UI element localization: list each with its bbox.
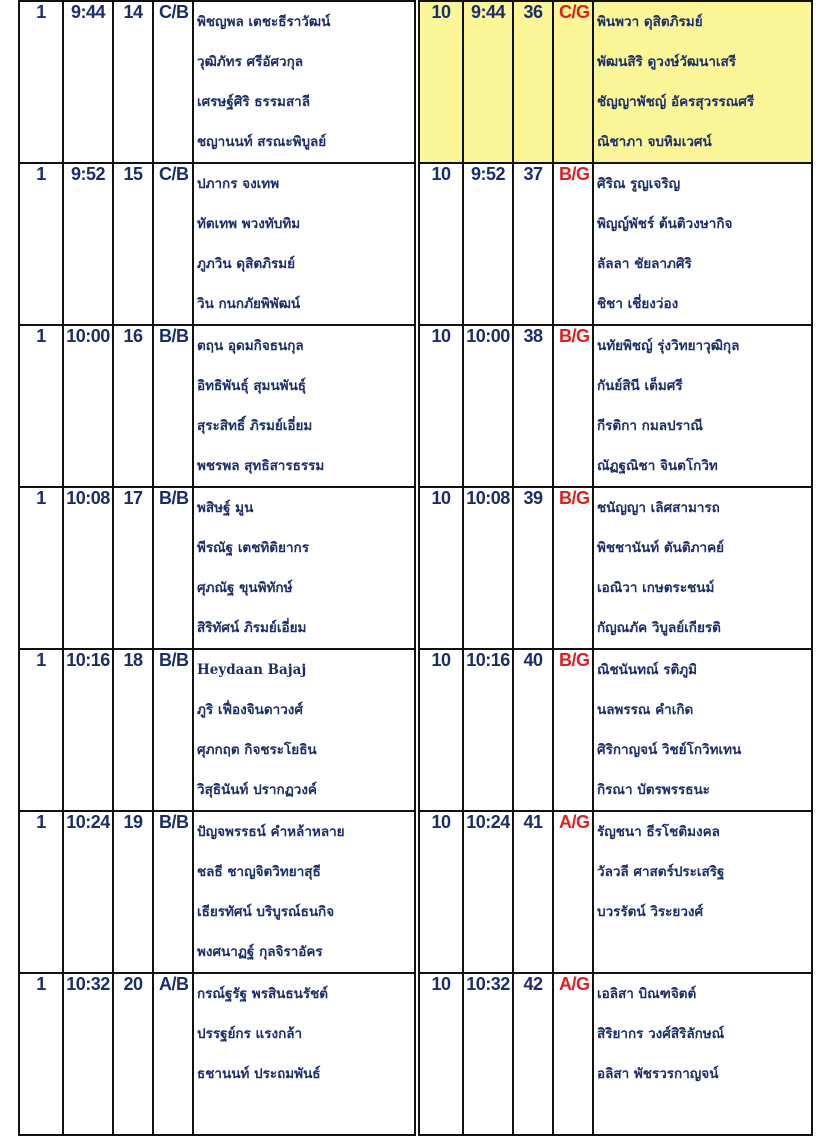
player-name	[594, 1094, 811, 1134]
schedule-row	[19, 1, 415, 163]
time-cell: 10:08	[463, 487, 513, 649]
hole-cell: 1	[19, 325, 63, 487]
group-cell: 19	[113, 811, 153, 973]
player-name: ปภากร จงเทพ	[197, 176, 280, 192]
schedule-row	[419, 973, 812, 1135]
player-name: พินพวา ดุสิตภิรมย์	[597, 14, 703, 30]
hole-cell: 1	[19, 973, 63, 1135]
category-cell: A/G	[553, 811, 593, 973]
hole-cell: 1	[19, 163, 63, 325]
category-cell: B/B	[153, 649, 193, 811]
category-cell: B/B	[153, 487, 193, 649]
schedule-row	[419, 487, 812, 649]
time-cell: 10:00	[63, 325, 113, 487]
schedule-row	[19, 973, 415, 1135]
schedule-row	[419, 811, 812, 973]
hole-cell: 10	[419, 811, 463, 973]
player-name: ปรรฐย์กร แรงกล้า	[197, 1026, 303, 1042]
player-name: ภูภวิน ดุสิตภิรมย์	[197, 256, 296, 272]
player-name: ทัตเทพ พวงทับทิม	[197, 216, 301, 232]
hole-cell: 10	[419, 1, 463, 163]
category-cell: B/B	[153, 325, 193, 487]
schedule-row	[19, 163, 415, 325]
right-schedule-table	[418, 0, 813, 1136]
group-cell: 16	[113, 325, 153, 487]
hole-cell: 1	[19, 811, 63, 973]
group-cell: 42	[513, 973, 553, 1135]
group-cell: 17	[113, 487, 153, 649]
category-cell: A/G	[553, 973, 593, 1135]
group-cell: 41	[513, 811, 553, 973]
category-cell: C/B	[153, 163, 193, 325]
category-cell: C/G	[553, 1, 593, 163]
player-name: ชัญญาพัชญ์ อัครสุวรรณศรี	[597, 94, 755, 110]
schedule-row	[19, 487, 415, 649]
player-name: ปัญจพรรธน์ คำหล้าหลาย	[197, 824, 345, 840]
schedule-row	[19, 811, 415, 973]
player-name: วิน กนกภัยพิพัฒน์	[197, 296, 301, 312]
player-name: ณัฏฐณิชา จินตโกวิท	[597, 458, 718, 474]
player-name: พชรพล สุทธิสารธรรม	[197, 458, 325, 474]
players-cell	[193, 973, 415, 1135]
hole-cell: 1	[19, 649, 63, 811]
schedule-row	[19, 325, 415, 487]
hole-cell: 10	[419, 325, 463, 487]
player-name: สิริยากร วงศ์สิริลักษณ์	[597, 1026, 725, 1042]
category-cell: C/B	[153, 1, 193, 163]
player-name: ณิชาภา จบหิมเวศน์	[597, 134, 712, 150]
player-name: สิริทัศน์ ภิรมย์เอี่ยม	[197, 620, 307, 636]
hole-cell: 1	[19, 1, 63, 163]
player-name: ธชานนท์ ประถมพันธ์	[197, 1066, 321, 1082]
players-cell	[193, 325, 415, 487]
player-name: พิชญพล เตชะธีราวัฒน์	[197, 14, 331, 30]
group-cell: 15	[113, 163, 153, 325]
players-cell	[593, 973, 812, 1135]
time-cell: 9:44	[463, 1, 513, 163]
player-name: อิทธิพันธุ์ สุมนพันธุ์	[197, 378, 307, 394]
players-cell	[193, 649, 415, 811]
group-cell: 14	[113, 1, 153, 163]
category-cell: B/G	[553, 487, 593, 649]
player-name: ณิชนันทณ์ รติภูมิ	[597, 662, 698, 678]
schedule-row	[419, 325, 812, 487]
left-schedule-table	[18, 0, 416, 1136]
time-cell: 10:00	[463, 325, 513, 487]
player-name: เศรษฐ์ศิริ ธรรมสาลี	[197, 94, 311, 110]
hole-cell: 10	[419, 973, 463, 1135]
time-cell: 10:16	[63, 649, 113, 811]
category-cell: B/G	[553, 325, 593, 487]
player-name: พัฒนสิริ ดูวงษ์วัฒนาเสรี	[597, 54, 737, 70]
time-cell: 9:44	[63, 1, 113, 163]
category-cell: B/G	[553, 163, 593, 325]
player-name: อลิสา พัชรวรกาญจน์	[597, 1066, 719, 1082]
players-cell	[593, 1, 812, 163]
player-name: ลัลลา ชัยลาภศิริ	[597, 256, 692, 272]
time-cell: 9:52	[63, 163, 113, 325]
players-cell	[593, 811, 812, 973]
player-name: เธียรทัศน์ บริบูรณ์ธนกิจ	[197, 904, 335, 920]
time-cell: 10:16	[463, 649, 513, 811]
time-cell: 9:52	[463, 163, 513, 325]
player-name	[194, 1094, 414, 1134]
player-name: วิสุธินันท์ ปรากฏวงค์	[197, 782, 317, 798]
player-name: ศุภกฤต กิจชระโยธิน	[197, 742, 317, 758]
player-name: ศุภณัฐ ขุนพิทักษ์	[197, 580, 293, 596]
schedule-row	[419, 163, 812, 325]
player-name: พิชชานันท์ ตันติภาคย์	[597, 540, 725, 556]
player-name: วัลวลี ศาสตร์ประเสริฐ	[597, 864, 725, 880]
player-name: ชนัญญา เลิศสามารถ	[597, 500, 720, 516]
player-name: ตฤน อุดมกิจธนกุล	[197, 338, 304, 354]
player-name: ชิชา เชี่ยงว่อง	[597, 296, 679, 312]
hole-cell: 10	[419, 163, 463, 325]
players-cell	[593, 163, 812, 325]
hole-cell: 10	[419, 487, 463, 649]
player-name: พงศนาฏฐ์ กุลจิราอัคร	[197, 944, 323, 960]
time-cell: 10:32	[63, 973, 113, 1135]
player-name: เอณิวา เกษตระชนม์	[597, 580, 715, 596]
player-name: รัญชนา ธีรโชติมงคล	[597, 824, 720, 840]
players-cell	[593, 325, 812, 487]
schedule-row	[19, 649, 415, 811]
player-name: กันย์สินี เต็มศรี	[597, 378, 683, 394]
players-cell	[593, 649, 812, 811]
schedule-row	[419, 1, 812, 163]
player-name: พิญญ์พัชร์ ต้นติวงษากิจ	[597, 216, 733, 232]
player-name: พีรณัฐ เตชทิติยากร	[197, 540, 309, 556]
schedule-row	[419, 649, 812, 811]
category-cell: A/B	[153, 973, 193, 1135]
time-cell: 10:32	[463, 973, 513, 1135]
players-cell	[593, 487, 812, 649]
player-name: กรณ์ฐรัฐ พรสินธนรัชต์	[197, 986, 329, 1002]
player-name: บวรรัตน์ วิระยวงศ์	[597, 904, 704, 920]
group-cell: 39	[513, 487, 553, 649]
group-cell: 18	[113, 649, 153, 811]
hole-cell: 10	[419, 649, 463, 811]
player-name: กัญณภัค วิบูลย์เกียรติ	[597, 620, 721, 636]
time-cell: 10:08	[63, 487, 113, 649]
player-name: กีรติกา กมลปราณี	[597, 418, 703, 434]
player-name: นลพรรณ คำเกิด	[597, 702, 694, 718]
group-cell: 36	[513, 1, 553, 163]
time-cell: 10:24	[63, 811, 113, 973]
players-cell	[193, 487, 415, 649]
player-name: กิรณา บัตรพรรธนะ	[597, 782, 710, 798]
player-name: เอลิสา บิณฑจิตต์	[597, 986, 697, 1002]
hole-cell: 1	[19, 487, 63, 649]
player-name: ภูริ เฟื่องจินดาวงศ์	[197, 702, 303, 718]
time-cell: 10:24	[463, 811, 513, 973]
group-cell: 20	[113, 973, 153, 1135]
group-cell: 38	[513, 325, 553, 487]
player-name: ศิริณ รูญเจริญ	[597, 176, 681, 192]
player-name	[594, 932, 811, 972]
player-name: นทัยพิชญ์ รุ่งวิทยาวุฒิกุล	[597, 338, 740, 354]
player-name: ชลธี ชาญจิตวิทยาสุธี	[197, 864, 321, 880]
player-name: ชญานนท์ สรณะพิบูลย์	[197, 134, 327, 150]
player-name: ศิริกาญจน์ วิชย์โกวิทเทน	[597, 742, 742, 758]
player-name: พสิษฐ์ มูน	[197, 500, 254, 516]
player-name: วุฒิภัทร ศรีอัศวกุล	[197, 54, 304, 70]
players-cell	[193, 811, 415, 973]
player-name: Heydaan Bajaj	[197, 662, 307, 678]
players-cell	[193, 1, 415, 163]
player-name: สุระสิทธิ์ ภิรมย์เอี่ยม	[197, 418, 313, 434]
group-cell: 40	[513, 649, 553, 811]
players-cell	[193, 163, 415, 325]
category-cell: B/B	[153, 811, 193, 973]
group-cell: 37	[513, 163, 553, 325]
category-cell: B/G	[553, 649, 593, 811]
